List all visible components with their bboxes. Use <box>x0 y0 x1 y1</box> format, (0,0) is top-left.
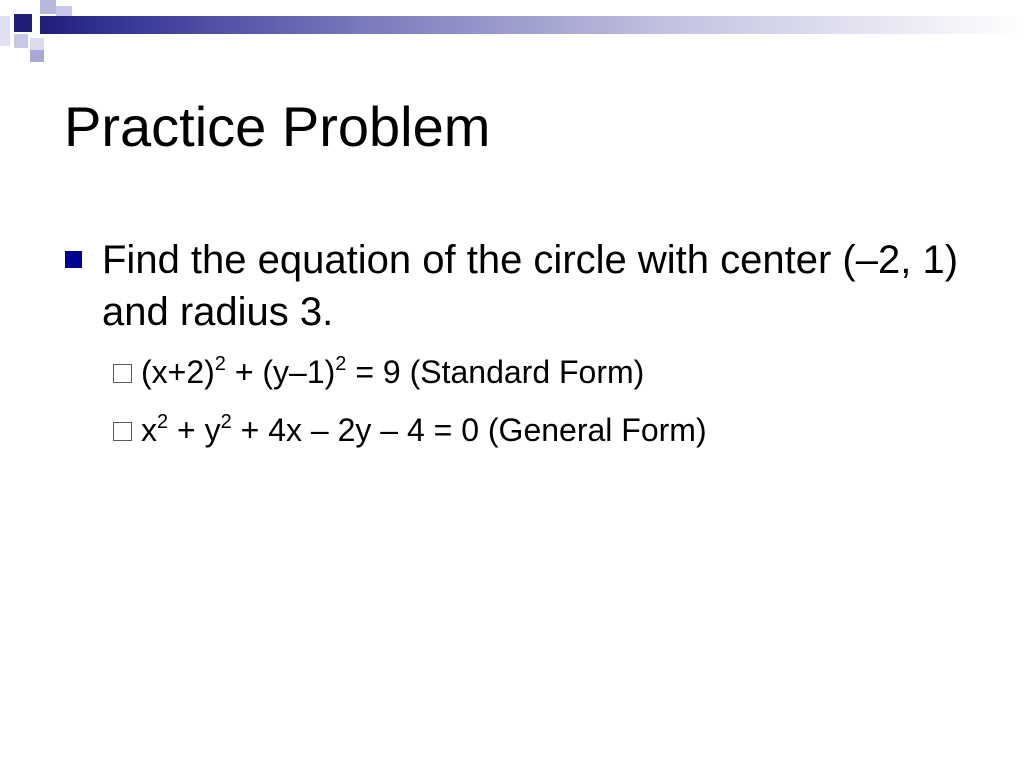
equation-part: x <box>141 412 157 448</box>
equation-part: (x+2) <box>141 354 215 390</box>
sub-bullet-general-form <box>113 410 707 450</box>
sub-bullet-standard-form <box>113 352 644 392</box>
exponent: 2 <box>157 411 169 433</box>
equation-part: + (y–1) <box>225 354 336 390</box>
equation-part: = 9 (Standard Form) <box>346 354 645 390</box>
bullet-item <box>64 234 964 338</box>
bullet-text: Find the equation of the circle with center (–2, 1) and radius 3. <box>102 238 959 334</box>
slide-title: Practice Problem <box>64 95 491 158</box>
exponent: 2 <box>335 353 347 375</box>
equation-part: + y <box>168 412 221 448</box>
square-bullet-icon <box>65 251 82 268</box>
equation-part: + 4x – 2y – 4 = 0 (General Form) <box>231 412 707 448</box>
exponent: 2 <box>214 353 226 375</box>
hollow-square-bullet-icon <box>113 422 132 441</box>
hollow-square-bullet-icon <box>113 364 132 383</box>
exponent: 2 <box>220 411 232 433</box>
